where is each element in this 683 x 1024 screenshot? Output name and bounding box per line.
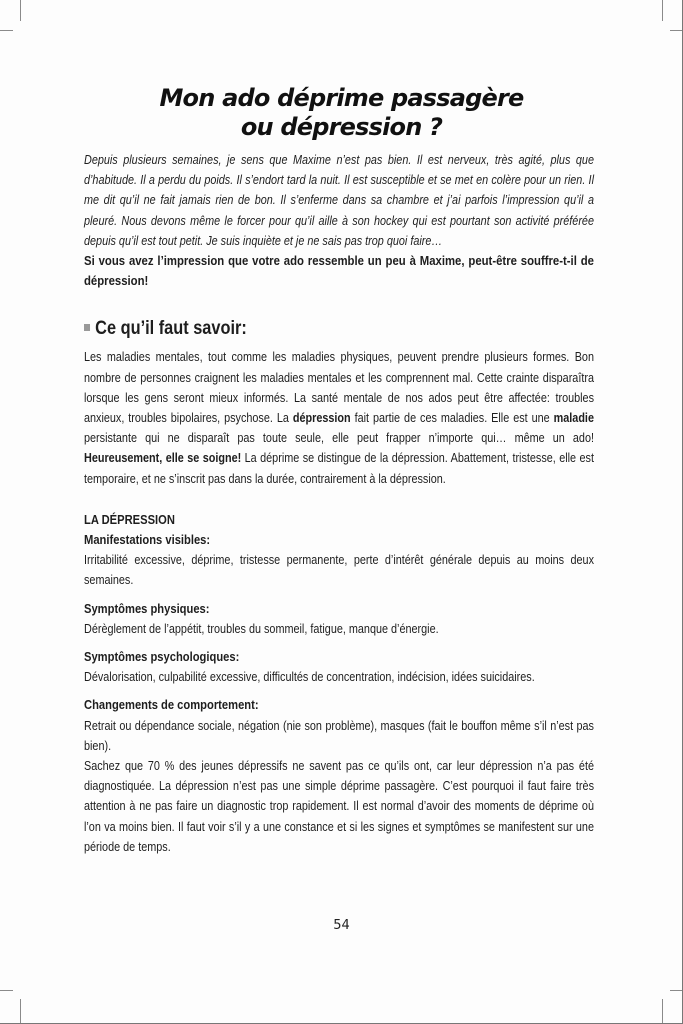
item-label: Manifestations visibles: [84,532,211,548]
crop-mark [662,999,663,1024]
item-text: Retrait ou dépendance sociale, négation (nie son problème), masques (fait le bouffon même s’il n’est pas bien). [84,718,594,753]
section-heading [84,317,594,341]
page-number: 54 [333,918,350,933]
crop-mark [0,990,13,991]
closing-paragraph: Sachez que 70 % des jeunes dépressifs ne savent pas ce qu’ils ont, car leur dépression n’a pas été diagnostiquée. La dépression n’est pas une simple déprime passagère. C’est pourquoi il faut faire très attention à ne pas faire un diagnostic trop rapidement. Il est normal d’avoir des moments de déprime où l’on va moins bien. Il faut voir s’il y a une constance et si les signes et symptômes se manifestent sur une période de temps. [84,759,594,854]
text-run: Les maladies mentales, tout comme les maladies physiques, peuvent prendre plusieurs formes. Bon nombre de personnes craignent les maladies mentales et les comprennent mal. Cette crainte disparaîtra lorsque les gens seront mieux informés. La santé mentale de nos ados peut être affectée: troubles anxieux, troubles bipolaires, psychose. La [84,350,594,426]
emphasis-heureusement: Heureusement, elle se soigne! [84,451,242,466]
section-heading-text: Ce qu’il faut savoir: [95,318,247,340]
crop-mark [662,0,663,21]
item-label: Symptômes psychologiques: [84,649,240,665]
text-run: persistante qui ne disparaît pas toute seule, elle peut frapper n’importe qui… même un ado! [84,431,594,446]
item-label: Changements de comportement: [84,697,259,713]
text-run: fait partie de ces maladies. Elle est une [350,411,554,426]
crop-mark [20,0,21,21]
intro-paragraph: Depuis plusieurs semaines, je sens que Maxime n’est pas bien. Il est nerveux, très agité, plus que d’habitude. Il a perdu du poids. Il s’endort tard la nuit. Il est susceptible et se met en colère pour un rien. Il me dit qu’il ne fait jamais rien de bon. Il s’enferme dans sa chambre et j’ai parfois l’impression qu’il a pleuré. Nous devons même le forcer pour qu’il aille à son hockey qui est pourtant son activité préférée depuis qu’il est tout petit. Je suis inquiète et je ne sais pas trop quoi faire… [84,153,594,248]
emphasis-maladie: maladie [553,411,594,426]
title-line-1: Mon ado déprime passagère [159,84,524,112]
article-body [84,150,594,857]
crop-mark [0,30,13,31]
item-label: Symptômes physiques: [84,600,210,616]
depression-heading: LA DÉPRESSION [84,511,175,527]
page-title [0,84,683,142]
emphasis-depression: dépression [292,411,351,426]
square-bullet-icon [84,324,90,331]
crop-mark [20,999,21,1024]
item-text: Dévalorisation, culpabilité excessive, difficultés de concentration, indécision, idées suicidaires. [84,670,535,685]
intro-callout: Si vous avez l’impression que votre ado ressemble un peu à Maxime, peut-être souffre-t-il de dépression! [84,253,594,289]
item-text: Dérèglement de l’appétit, troubles du sommeil, fatigue, manque d’énergie. [84,621,439,636]
item-text: Irritabilité excessive, déprime, tristesse permanente, perte d’intérêt générale depuis au moins deux semaines. [84,553,594,588]
section-paragraph [84,347,594,488]
text-run: La déprime se distingue de la dépression. Abattement, tristesse, elle est temporaire, et ne s’inscrit pas dans la durée, contrairement à la dépression. [84,451,594,486]
title-line-2: ou dépression ? [240,113,443,141]
